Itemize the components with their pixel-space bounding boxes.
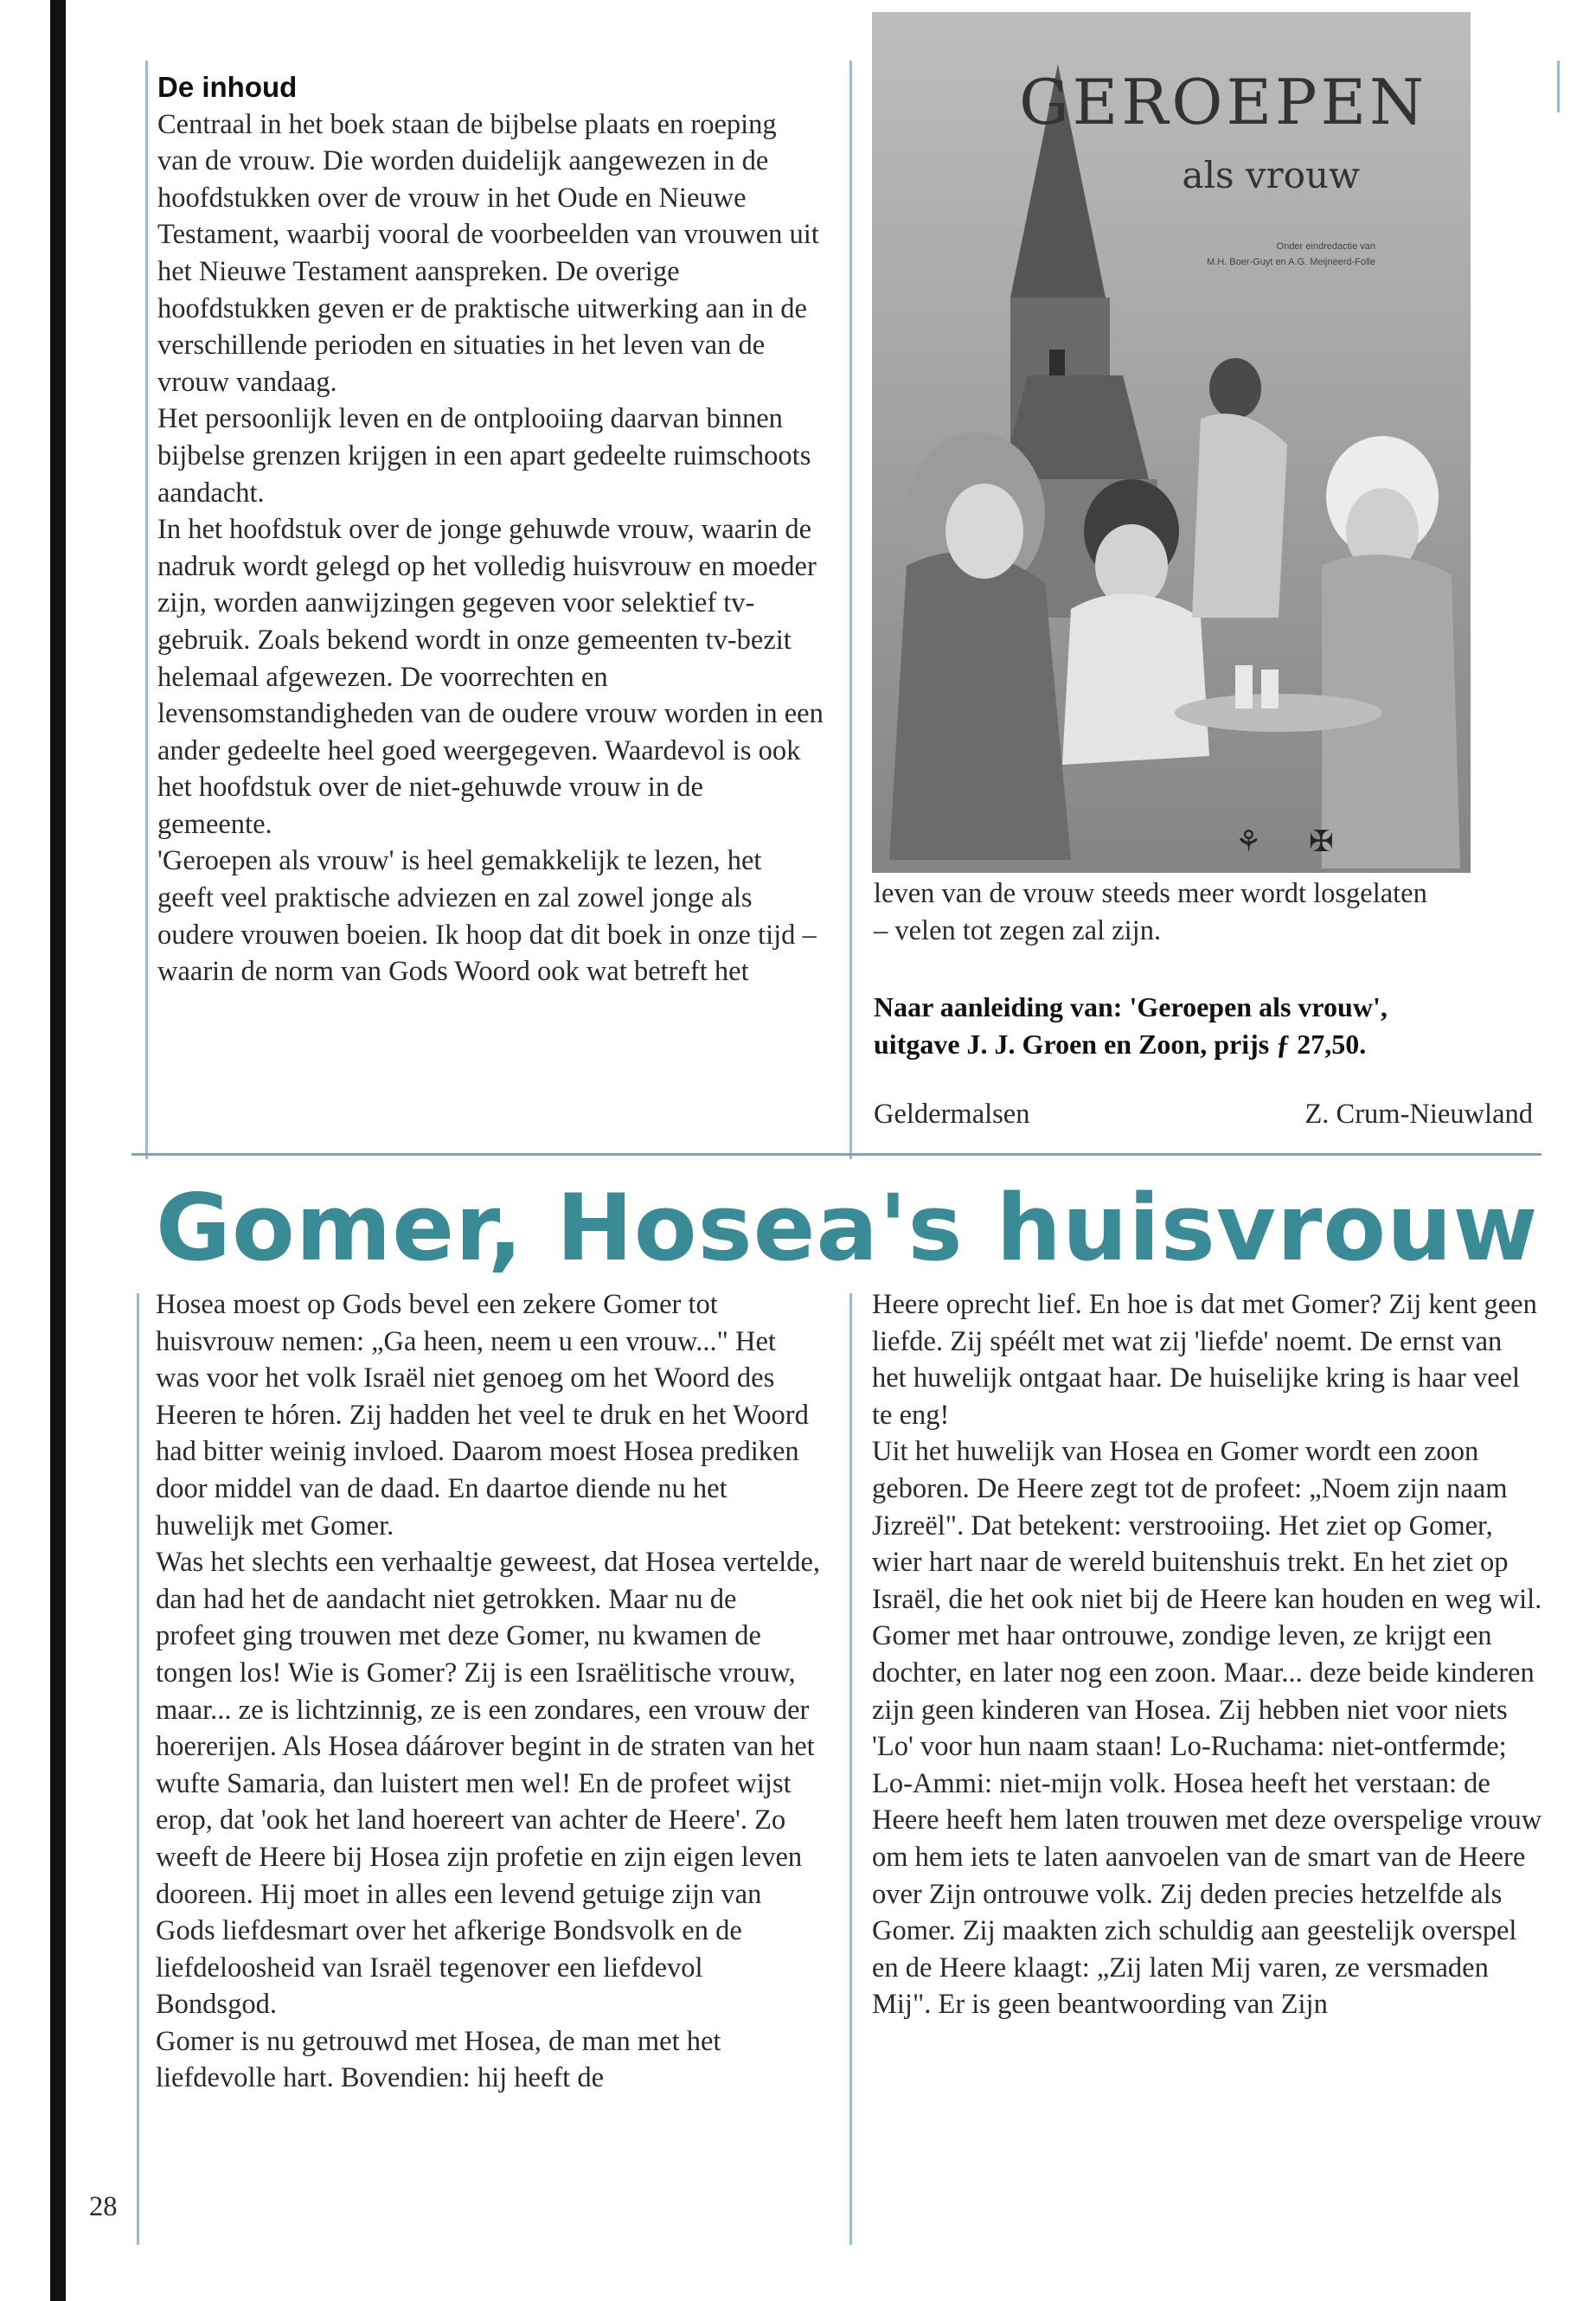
article-paragraph: Gomer is nu getrouwd met Hosea, de man met het liefdevolle hart. Bovendien: hij heeft de xyxy=(156,2025,721,2094)
left-column-rule-top xyxy=(145,61,148,1159)
cover-editors-line: Onder eindredactie van xyxy=(1276,241,1375,252)
review-place: Geldermalsen xyxy=(874,1099,1030,1130)
right-edge-rule xyxy=(1557,61,1560,112)
publisher-star-icon: ✠ xyxy=(1309,824,1334,859)
cover-editors-line: M.H. Boer-Guyt en A.G. Meijneerd-Folle xyxy=(1206,257,1375,267)
review-paragraph: 'Geroepen als vrouw' is heel gemakkelijk te lezen, het geeft veel praktische adviezen en zal zowel jonge als oudere vrouwen boeien. Ik hoop dat dit boek in onze tijd – waarin de norm van Gods Woord ook wat betreft het xyxy=(157,845,817,988)
article-paragraph: Heere oprecht lief. En hoe is dat met Gomer? Zij kent geen liefde. Zij spéélt met wat zij 'liefde' noemt. De ernst van het huwelijk ontgaat haar. De huiselijke kring is haar veel te eng! xyxy=(872,1289,1537,1431)
publisher-mark-icon: ⚘ xyxy=(1235,824,1262,859)
review-paragraph: Centraal in het boek staan de bijbelse plaats en roeping van de vrouw. Die worden duidelijk aangewezen in de hoofdstukken over de vrouw in het Oude en Nieuwe Testament, waarbij vooral de voorbeelden van vrouwen uit het Nieuwe Testament aanspreken. De overige hoofdstukken geven er de praktische uitwerking aan in de verschillende perioden en situaties in het leven van de vrouw vandaag. xyxy=(157,108,819,398)
review-column xyxy=(157,69,824,990)
article-left-column xyxy=(156,1286,822,2097)
review-paragraph: In het hoofdstuk over de jonge gehuwde vrouw, waarin de nadruk wordt gelegd op het volledig huisvrouw en moeder zijn, worden aanwijzingen gegeven voor selektief tv-gebruik. Zoals bekend wordt in onze gemeenten tv-bezit helemaal afgewezen. De voorrechten en levensomstandigheden van de oudere vrouw worden in een ander gedeelte heel goed weergegeven. Waardevol is ook het hoofdstuk over de niet-gehuwde vrouw in de gemeente. xyxy=(157,514,824,840)
cover-subtitle: als vrouw xyxy=(1182,154,1360,196)
article-separator xyxy=(131,1153,1542,1156)
page-number: 28 xyxy=(89,2191,118,2222)
article-title: Gomer, Hosea's huisvrouw xyxy=(156,1175,1539,1281)
article-paragraph: Hosea moest op Gods bevel een zekere Gomer tot huisvrouw nemen: „Ga heen, neem u een vrouw..." Het was voor het volk Israël niet genoeg om het Woord des Heeren te hóren. Zij hadden het veel te druk en het Woord had bitter weinig invloed. Daarom moest Hosea prediken door middel van de daad. En daartoe diende nu het huwelijk met Gomer. xyxy=(156,1289,809,1541)
middle-column-rule-bottom xyxy=(849,1293,852,2245)
cover-title: GEROEPEN xyxy=(1019,66,1427,138)
cover-editors xyxy=(872,239,1471,270)
review-author: Z. Crum-Nieuwland xyxy=(1304,1099,1533,1130)
binding-edge xyxy=(50,0,66,2301)
article-paragraph: Gomer met haar ontrouwe, zondige leven, ze krijgt een dochter, en later nog een zoon. Maar... deze beide kinderen zijn geen kinderen van Hosea. Zij hebben niet voor niets 'Lo' voor hun naam staan! Lo-Ruchama: niet-ontfermde; Lo-Ammi: niet-mijn volk. Hosea heeft het verstaan: de Heere heeft hem laten trouwen met deze overspelige vrouw om hem iets te laten aanvoelen van de smart van de Heere over Zijn ontrouwe volk. Zij deden precies hetzelfde als Gomer. Zij maakten zich schuldig aan geestelijk overspel en de Heere klaagt: „Zij laten Mij varen, ze versmaden Mij". Er is geen beantwoording van Zijn xyxy=(872,1620,1542,2021)
review-paragraph: Het persoonlijk leven en de ontplooiing daarvan binnen bijbelse grenzen krijgen in een apart gedeelte ruimschoots aandacht. xyxy=(157,403,811,509)
article-paragraph: Uit het huwelijk van Hosea en Gomer wordt een zoon geboren. De Heere zegt tot de profeet: „Noem zijn naam Jizreël". Dat betekent: verstrooiing. Het ziet op Gomer, wier hart naar de wereld buitenshuis trekt. En het ziet op Israël, die het ook niet bij de Heere kan houden en weg wil. xyxy=(872,1436,1542,1615)
middle-column-rule-top xyxy=(849,61,852,1159)
article-right-column xyxy=(872,1286,1542,2023)
book-cover-illustration xyxy=(872,12,1471,873)
review-heading: De inhoud xyxy=(157,71,298,103)
review-continuation-text: leven van de vrouw steeds meer wordt losgelaten – velen tot zegen zal zijn. xyxy=(874,878,1427,946)
article-paragraph: Was het slechts een verhaaltje geweest, dat Hosea vertelde, dan had het de aandacht niet getrokken. Maar nu de profeet ging trouwen met deze Gomer, nu kwamen de tongen los! Wie is Gomer? Zij is een Israëlitische vrouw, maar... ze is lichtzinnig, ze is een zondares, een vrouw der hoererijen. Als Hosea dáárover begint in de straten van het wufte Samaria, dan luistert men wel! En de profeet wijst erop, dat 'ook het land hoereert van achter de Heere'. Zo weeft de Heere bij Hosea zijn profetie en zijn eigen leven dooreen. Hij moet in alles een levend getuige zijn van Gods liefdesmart over het afkerige Bondsvolk en de liefdeloosheid van Israël tegenover een liefdevol Bondsgod. xyxy=(156,1547,821,2021)
review-source: Naar aanleiding van: 'Geroepen als vrouw', uitgave J. J. Groen en Zoon, prijs ƒ 27,50. xyxy=(874,991,1388,1060)
book-cover xyxy=(872,12,1471,873)
review-continuation xyxy=(874,875,1445,949)
left-column-rule-bottom xyxy=(137,1293,139,2245)
